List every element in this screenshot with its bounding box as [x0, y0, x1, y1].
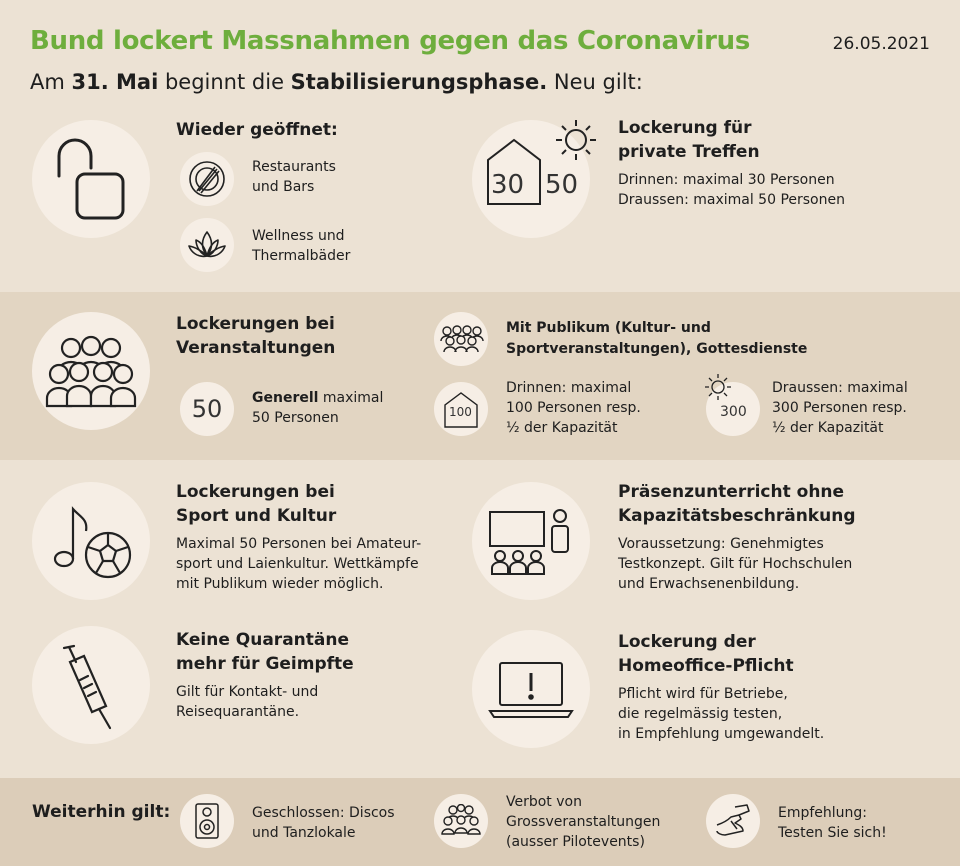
- homeoffice-text-line1: Pflicht wird für Betriebe,: [618, 686, 788, 702]
- indoor-house-icon: [434, 382, 488, 436]
- school-text-line3: und Erwachsenenbildung.: [618, 576, 800, 592]
- lotus-icon: [180, 218, 234, 272]
- subtitle-pre: Am: [30, 70, 72, 94]
- outdoor-line1: Draussen: maximal: [772, 380, 908, 396]
- homeoffice-text-line2: die regelmässig testen,: [618, 706, 783, 722]
- subtitle-post: Neu gilt:: [547, 70, 643, 94]
- audience-icon: [434, 312, 488, 366]
- classroom-icon: [472, 482, 590, 600]
- events-heading-line2: Veranstaltungen: [176, 338, 336, 358]
- indoor-line2: 100 Personen resp.: [506, 400, 641, 416]
- page-title: Bund lockert Massnahmen gegen das Coronavirus: [30, 26, 751, 56]
- quarantine-text-line2: Reisequarantäne.: [176, 704, 300, 720]
- unlock-icon: [32, 120, 150, 238]
- audience-line1: Mit Publikum (Kultur- und: [506, 320, 711, 336]
- homeoffice-text-line3: in Empfehlung umgewandelt.: [618, 726, 825, 742]
- outdoor-number: 300: [720, 404, 747, 420]
- fifty-badge: [180, 382, 234, 436]
- sport-text-line1: Maximal 50 Personen bei Amateur-: [176, 536, 422, 552]
- private-heading-line1: Lockerung für: [618, 118, 752, 138]
- general-bold: Generell: [252, 390, 319, 406]
- sport-heading-line1: Lockerungen bei: [176, 482, 335, 502]
- school-heading-line1: Präsenzunterricht ohne: [618, 482, 845, 502]
- speaker-icon: [180, 794, 234, 848]
- still-item2-line3: (ausser Pilotevents): [506, 834, 645, 850]
- school-text-line2: Testkonzept. Gilt für Hochschulen: [618, 556, 853, 572]
- sun-icon: [700, 372, 736, 402]
- still-item1-line1: Geschlossen: Discos: [252, 805, 395, 821]
- general-rest: maximal: [318, 390, 384, 406]
- laptop-warning-icon: [472, 630, 590, 748]
- reopened-heading: Wieder geöffnet:: [176, 120, 338, 140]
- restaurants-line2: und Bars: [252, 179, 315, 195]
- homeoffice-heading-line2: Homeoffice-Pflicht: [618, 656, 794, 676]
- crowd-icon: [32, 312, 150, 430]
- general-line2: 50 Personen: [252, 410, 339, 426]
- still-item3-line2: Testen Sie sich!: [778, 825, 887, 841]
- sport-heading-line2: Sport und Kultur: [176, 506, 337, 526]
- school-heading-line2: Kapazitätsbeschränkung: [618, 506, 856, 526]
- subtitle-date: 31. Mai: [71, 70, 159, 94]
- general-number: 50: [191, 395, 223, 423]
- publication-date: 26.05.2021: [832, 34, 930, 54]
- music-ball-icon: [32, 482, 150, 600]
- syringe-icon: [32, 626, 150, 744]
- outdoor-line2: 300 Personen resp.: [772, 400, 907, 416]
- private-indoor-number: 30: [491, 170, 525, 200]
- sport-text-line3: mit Publikum wieder möglich.: [176, 576, 384, 592]
- restaurant-icon: [180, 152, 234, 206]
- private-outdoor-number: 50: [545, 170, 579, 200]
- restaurants-line1: Restaurants: [252, 159, 336, 175]
- homeoffice-heading-line1: Lockerung der: [618, 632, 756, 652]
- quarantine-heading-line2: mehr für Geimpfte: [176, 654, 354, 674]
- still-item3-line1: Empfehlung:: [778, 805, 868, 821]
- still-item2-line1: Verbot von: [506, 794, 582, 810]
- indoor-number: 100: [449, 405, 472, 419]
- page-subtitle: [30, 70, 643, 94]
- house-sun-drawing: [480, 116, 610, 216]
- audience-line2: Sportveranstaltungen), Gottesdienste: [506, 341, 808, 357]
- quarantine-text-line1: Gilt für Kontakt- und: [176, 684, 319, 700]
- indoor-line1: Drinnen: maximal: [506, 380, 632, 396]
- school-text-line1: Voraussetzung: Genehmigtes: [618, 536, 824, 552]
- indoor-line3: ½ der Kapazität: [506, 420, 618, 436]
- quarantine-heading-line1: Keine Quarantäne: [176, 630, 349, 650]
- wellness-line2: Thermalbäder: [252, 248, 351, 264]
- events-heading-line1: Lockerungen bei: [176, 314, 335, 334]
- subtitle-mid: beginnt die: [158, 70, 291, 94]
- still-item1-line2: und Tanzlokale: [252, 825, 356, 841]
- large-crowd-icon: [434, 794, 488, 848]
- subtitle-phase: Stabilisierungsphase.: [290, 70, 548, 94]
- sport-text-line2: sport und Laienkultur. Wettkämpfe: [176, 556, 419, 572]
- private-text-line1: Drinnen: maximal 30 Personen: [618, 172, 835, 188]
- self-test-icon: [706, 794, 760, 848]
- private-text-line2: Draussen: maximal 50 Personen: [618, 192, 845, 208]
- wellness-line1: Wellness und: [252, 228, 345, 244]
- still-item2-line2: Grossveranstaltungen: [506, 814, 661, 830]
- general-line1: [252, 388, 383, 408]
- outdoor-line3: ½ der Kapazität: [772, 420, 884, 436]
- still-valid-heading: Weiterhin gilt:: [32, 802, 171, 822]
- private-heading-line2: private Treffen: [618, 142, 760, 162]
